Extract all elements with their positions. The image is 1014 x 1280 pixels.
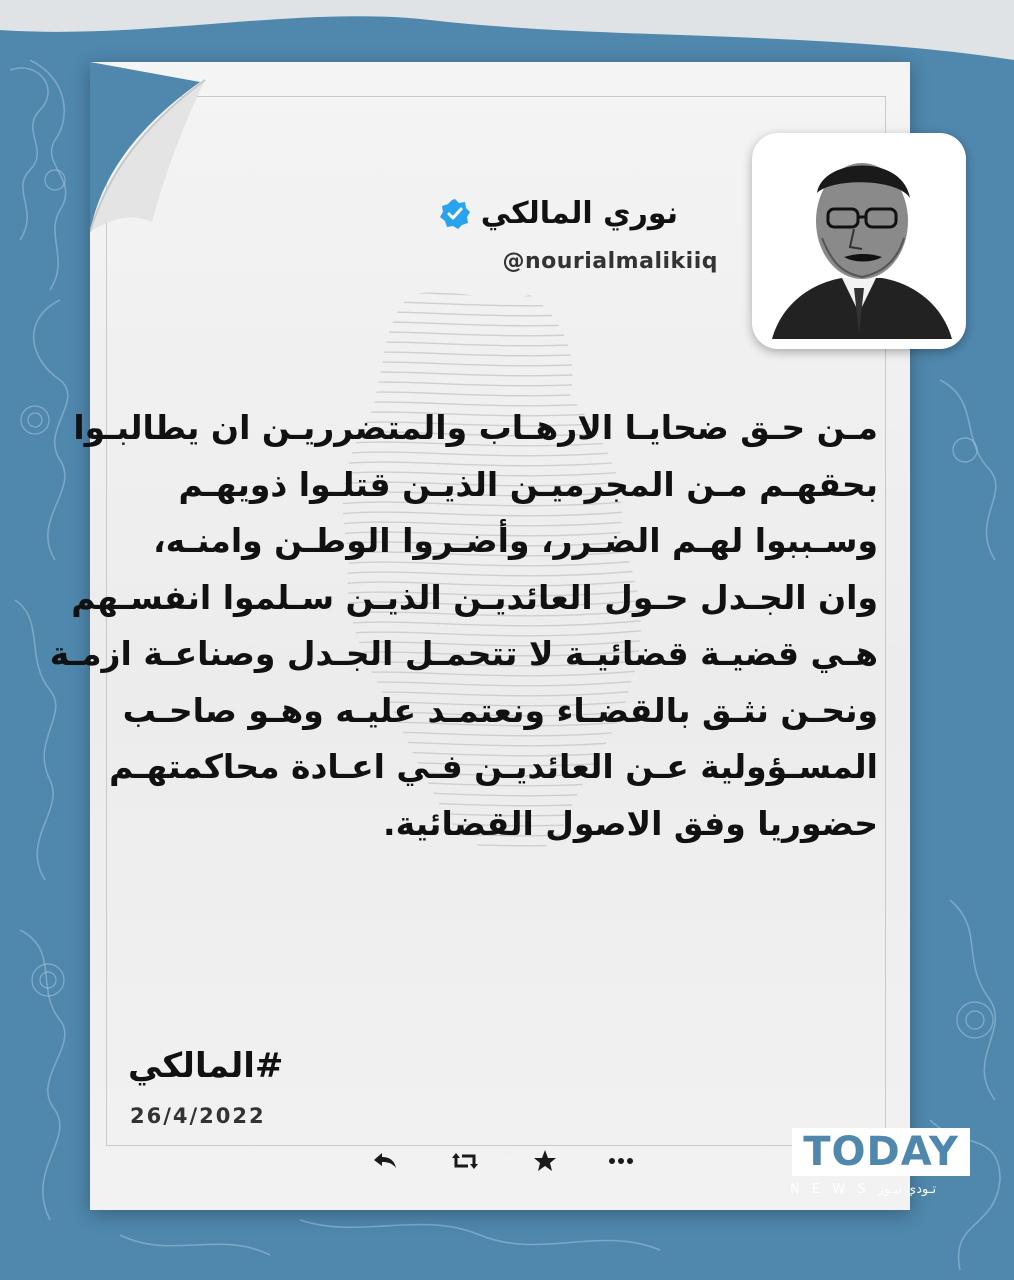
star-icon[interactable]	[530, 1146, 560, 1176]
hashtag[interactable]: #المالكي	[128, 1046, 284, 1086]
tweet-line: مـن حـق ضحايـا الارهـاب والمتضرريـن ان يطالبـوا	[73, 408, 878, 447]
avatar[interactable]	[752, 133, 966, 349]
profile-portrait	[762, 143, 956, 339]
brand-subtitle: N E W S تـودي نيـوز	[790, 1182, 937, 1197]
author-name[interactable]: نوري المالكي	[480, 196, 678, 231]
tweet-text	[49, 400, 878, 852]
reply-icon[interactable]	[370, 1146, 400, 1176]
tweet-line: هـي قضيـة قضائيـة لا تتحمـل الجـدل وصناعـة ازمـة	[49, 634, 878, 673]
page-curl	[90, 62, 230, 232]
brand-logo: TODAY	[792, 1128, 970, 1176]
tweet-line: وان الجـدل حـول العائديـن الذيـن سـلموا انفسـهم	[71, 577, 878, 617]
retweet-icon[interactable]	[450, 1146, 480, 1176]
tweet-line: حضوريا وفق الاصول القضائية.	[383, 803, 878, 843]
tweet-actions	[370, 1146, 650, 1176]
author-name-row	[439, 196, 678, 231]
verified-badge-icon	[439, 198, 471, 230]
tweet-line: ونحـن نثـق بالقضـاء ونعتمـد عليـه وهـو صاحـب	[122, 690, 878, 730]
author-handle[interactable]: @nourialmalikiiq	[502, 249, 718, 274]
more-icon[interactable]	[606, 1146, 636, 1176]
tweet-line: بحقهـم مـن المجرميـن الذيـن قتلـوا ذويهـم	[178, 464, 878, 504]
tweet-date: 26/4/2022	[130, 1104, 266, 1128]
tweet-line: وسـببوا لهـم الضـرر، وأضـروا الوطـن وامنـه،	[153, 521, 878, 560]
tweet-line: المسـؤولية عـن العائديـن فـي اعـادة محاكمتهـم	[109, 747, 878, 786]
